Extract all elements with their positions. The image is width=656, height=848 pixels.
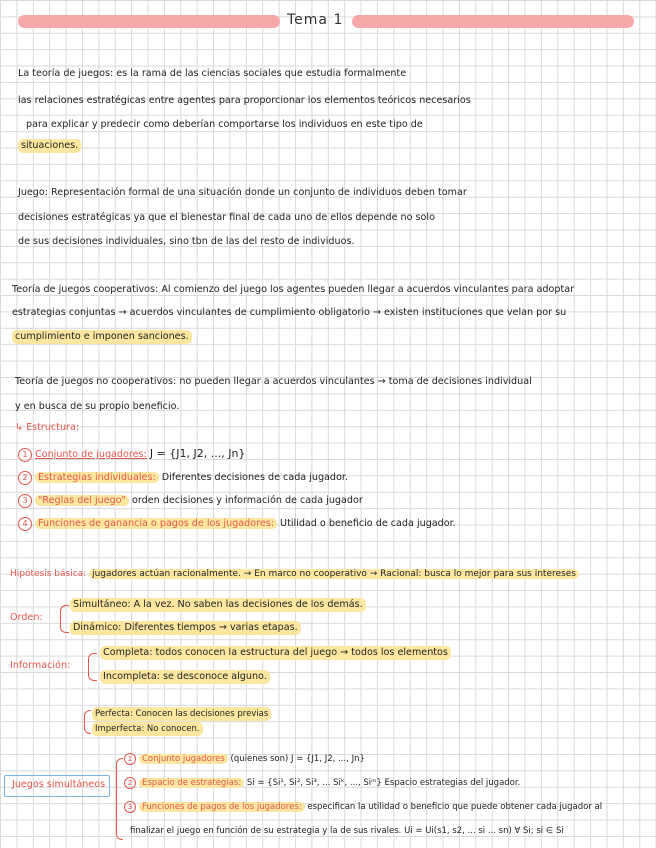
p1-line-3: para explicar y predecir como deberían comportarse los individuos en este tipo de: [26, 119, 423, 130]
info-complete: Completa: todos conocen la estructura del juego → todos los elementos: [100, 646, 451, 660]
p1-line-1: La teoría de juegos: es la rama de las ciencias sociales que estudia formalmente: [18, 68, 407, 79]
simult-item-3: [124, 800, 602, 814]
p3-line-3: cumplimiento e imponen sanciones.: [12, 330, 192, 344]
perf-imperfect: Imperfecta: No conocen.: [92, 722, 203, 736]
p3-line-1: Teoría de juegos cooperativos: Al comienzo del juego los agentes pueden llegar a acuerdos vinculantes para adoptar: [12, 284, 575, 295]
p4-structure-heading: ↳ Estructura:: [15, 422, 80, 433]
hypothesis-text: jugadores actúan racionalmente. → En marco no cooperativo → Racional: busca lo mejor para sus intereses: [89, 569, 579, 579]
simult-number-3-icon: 3: [124, 801, 136, 813]
p4-line-2: y en busca de su propio beneficio.: [15, 401, 180, 412]
structure-label-2: Estrategias individuales:: [35, 472, 159, 483]
info-label: Información:: [10, 660, 71, 671]
title-bar-left: [18, 15, 280, 28]
title-bar-right: [352, 15, 634, 28]
p2-line-1: Juego: Representación formal de una situación donde un conjunto de individuos deben tomar: [18, 187, 467, 198]
simultaneous-brace: [116, 758, 123, 840]
structure-item-4: [18, 517, 456, 531]
perf-perfect: Perfecta: Conocen las decisiones previas: [92, 707, 271, 721]
orden-dynamic: Dinámico: Diferentes tiempos → varias etapas.: [70, 621, 301, 635]
orden-brace: [60, 605, 69, 633]
p3-line-2: estrategias conjuntas → acuerdos vinculantes de cumplimiento obligatorio → existen instituciones que velan por su: [12, 307, 567, 318]
p2-line-2: decisiones estratégicas ya que el bienestar final de cada uno de ellos depende no solo: [18, 212, 435, 223]
hypothesis-line: [10, 567, 579, 581]
simult-number-2-icon: 2: [124, 777, 136, 789]
simult-label-1: Conjunto jugadores: [139, 754, 228, 764]
number-3-icon: 3: [18, 494, 32, 508]
number-4-icon: 4: [18, 517, 32, 531]
hypothesis-label: Hipótesis básica:: [10, 569, 87, 579]
orden-label: Orden:: [10, 612, 43, 623]
orden-simultaneous: Simultáneo: A la vez. No saben las decisiones de los demás.: [70, 598, 366, 612]
simult-number-1-icon: 1: [124, 753, 136, 765]
simult-label-2: Espacio de estrategias:: [139, 778, 244, 788]
simult-text-2: Si = {Si¹, Si², Si³, ... Siᵏ, ..., Siᵐ} Espacio estrategias del jugador.: [246, 778, 521, 788]
simult-text-1: (quienes son) J = {J1, J2, ..., Jn}: [230, 754, 365, 764]
perf-brace: [84, 710, 91, 734]
structure-label-3: "Reglas del juego": [35, 495, 129, 506]
number-2-icon: 2: [18, 471, 32, 485]
simult-last-line: finalizar el juego en función de su estrategia y la de sus rivales. Ui = Ui(s1, s2, ... si ... sn) ∀ Si; si ∈ Si: [130, 826, 564, 836]
structure-label-1: Conjunto de jugadores:: [35, 449, 147, 460]
p1-line-4: situaciones.: [18, 139, 81, 153]
p2-line-3: de sus decisiones individuales, sino tbn de las del resto de individuos.: [18, 236, 355, 247]
info-brace: [88, 653, 97, 681]
number-1-icon: 1: [18, 448, 32, 462]
simult-label-3: Funciones de pagos de los jugadores:: [139, 802, 305, 812]
structure-text-1: J = {J1, J2, ..., Jn}: [149, 447, 246, 460]
info-incomplete: Incompleta: se desconoce alguno.: [100, 670, 270, 684]
structure-item-3: [18, 494, 363, 508]
simult-item-1: [124, 752, 365, 766]
p4-line-1: Teoría de juegos no cooperativos: no pueden llegar a acuerdos vinculantes → toma de decisiones individual: [15, 376, 532, 387]
simult-text-3: especifican la utilidad o beneficio que puede obtener cada jugador al: [307, 802, 603, 812]
structure-text-2: Diferentes decisiones de cada jugador.: [161, 472, 349, 483]
structure-text-4: Utilidad o beneficio de cada jugador.: [280, 518, 456, 529]
structure-text-3: orden decisiones y información de cada jugador: [132, 495, 363, 506]
page-title: Tema 1: [287, 12, 344, 28]
simult-item-2: [124, 776, 520, 790]
structure-item-2: [18, 471, 348, 485]
structure-label-4: Funciones de ganancia o pagos de los jugadores:: [35, 518, 277, 529]
simultaneous-games-label: Juegos simultáneos: [12, 779, 106, 790]
p1-line-2: las relaciones estratégicas entre agentes para proporcionar los elementos teóricos necesarios: [18, 95, 471, 106]
structure-item-1: [18, 447, 245, 462]
